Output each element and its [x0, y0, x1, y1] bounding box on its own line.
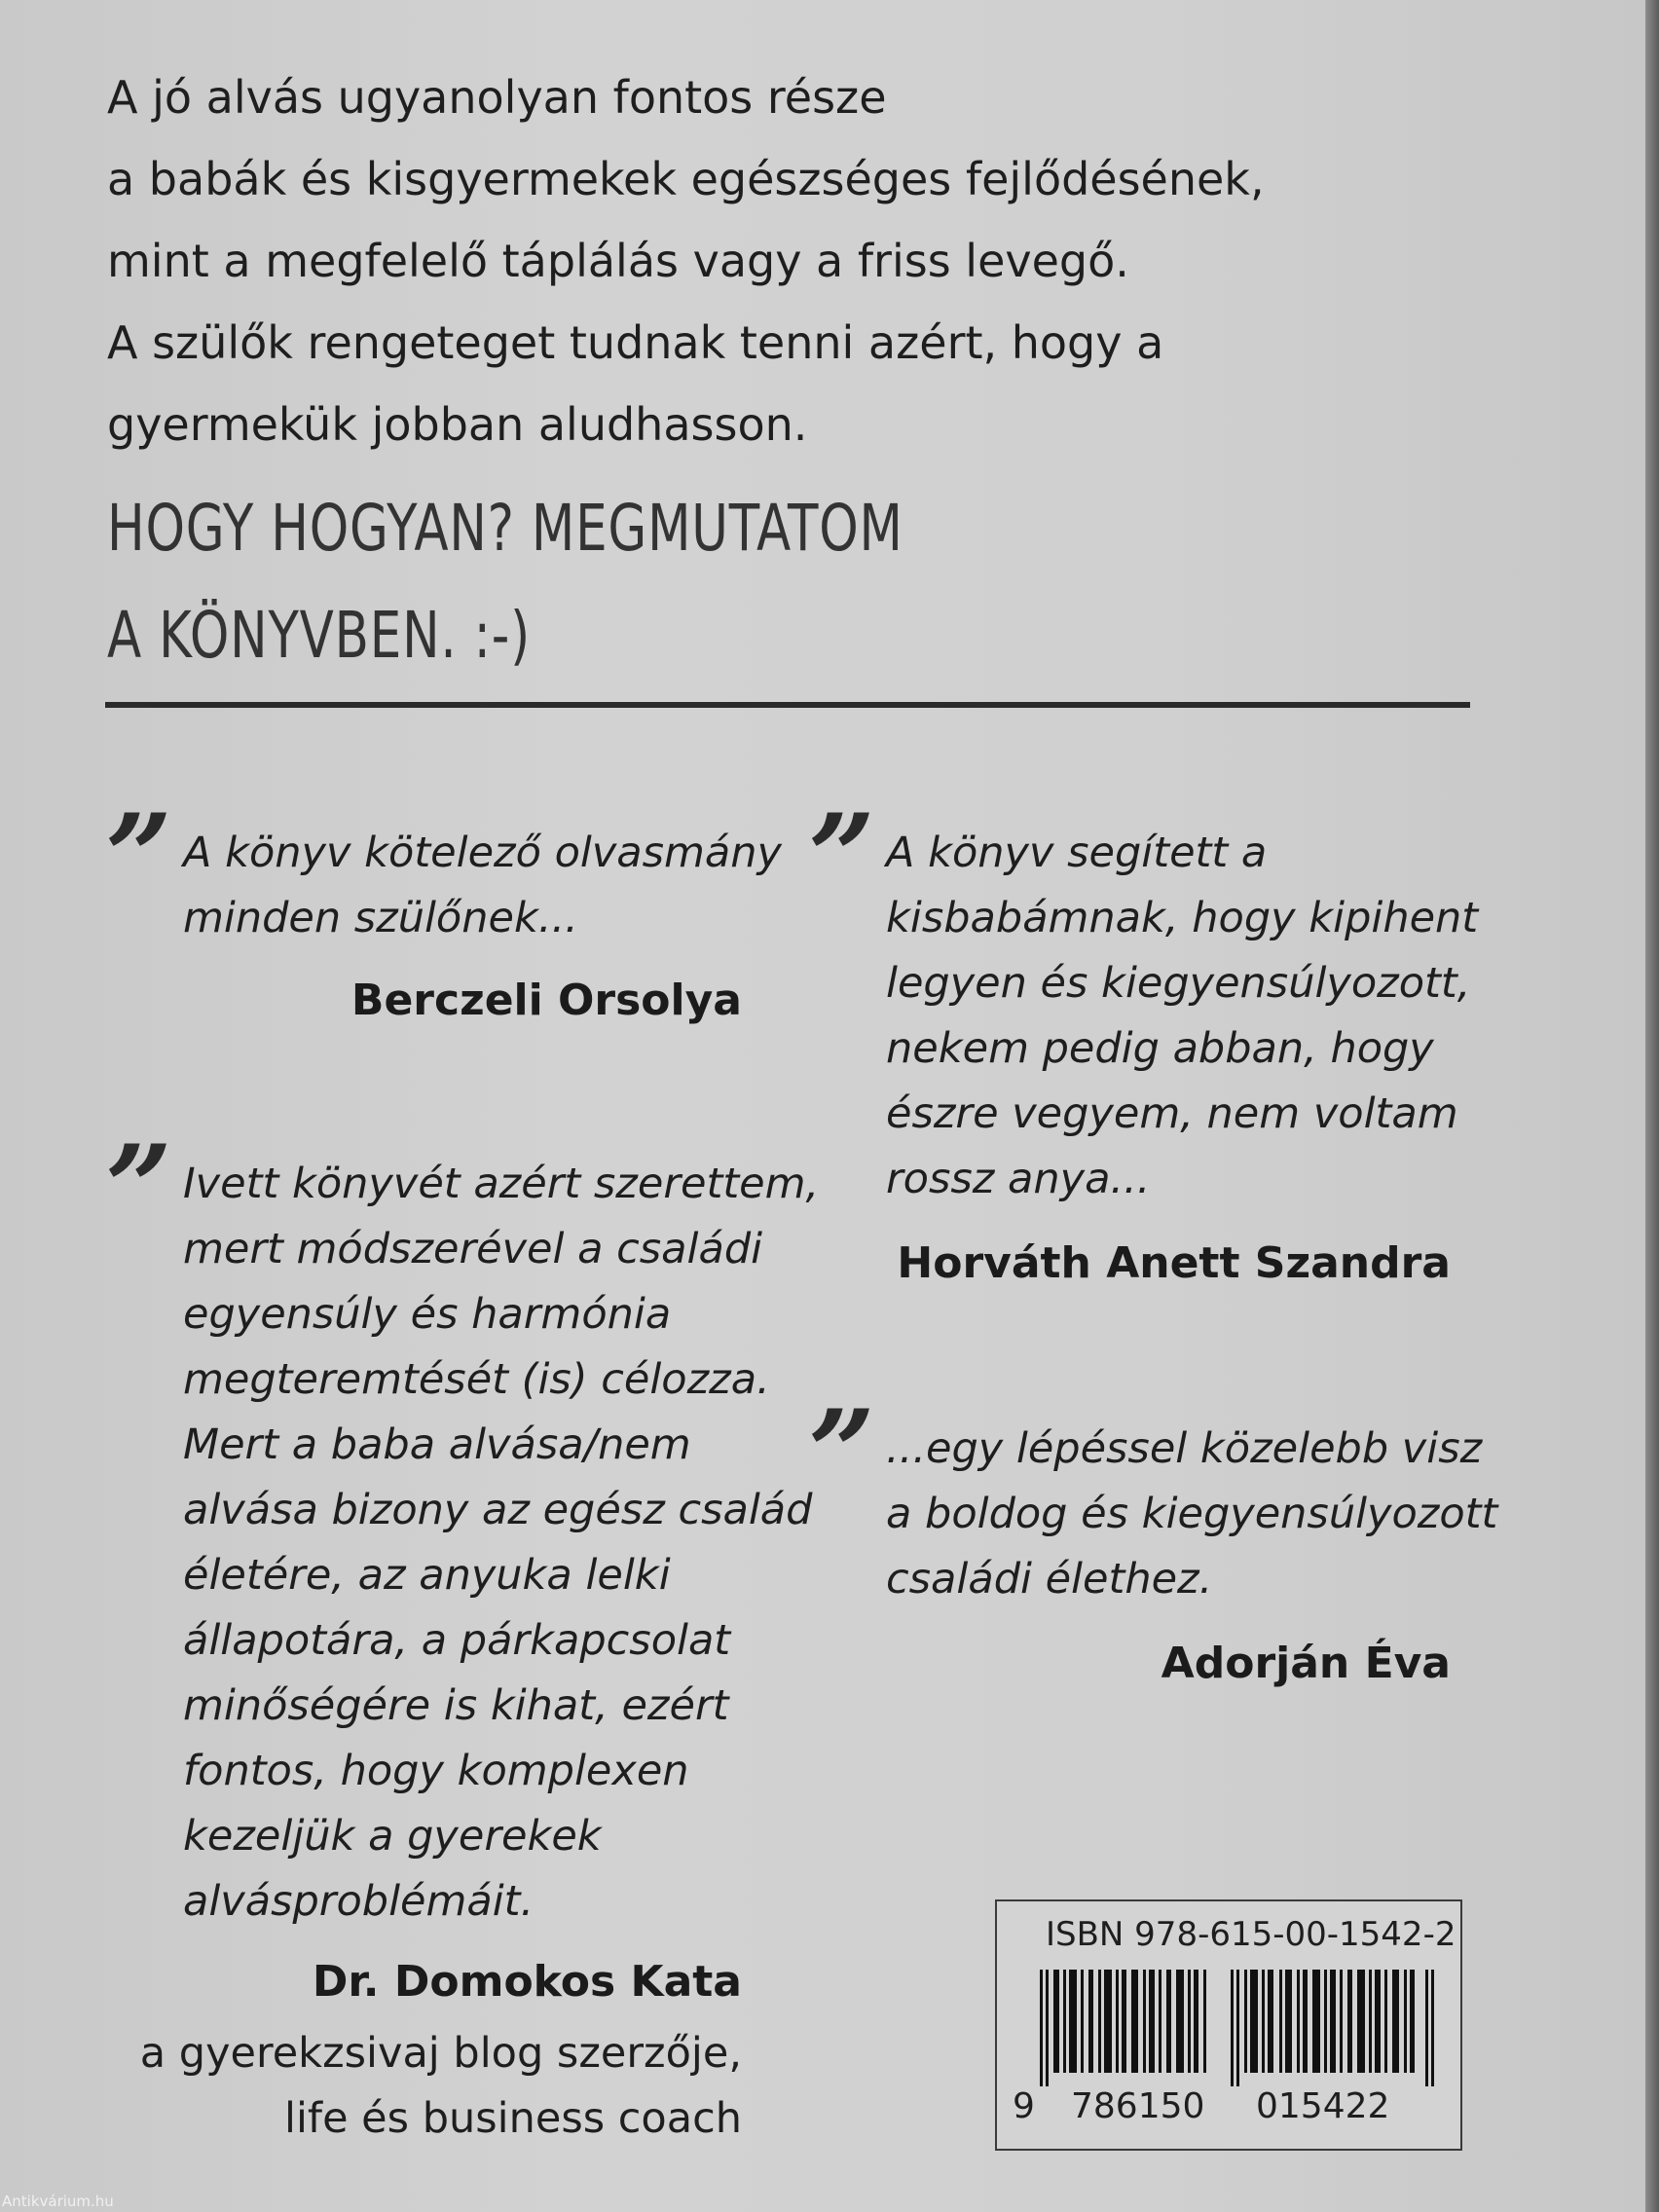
headline — [107, 475, 1127, 689]
testimonial-line: kezeljük a gyerekek — [183, 1812, 602, 1861]
testimonial-line: életére, az anyuka lelki — [183, 1551, 671, 1600]
testimonial-line: legyen és kiegyensúlyozott, — [886, 959, 1471, 1008]
testimonial-text — [183, 1152, 819, 1935]
quote-icon: ” — [808, 789, 876, 926]
testimonial-line: a boldog és kiegyensúlyozott — [886, 1490, 1498, 1538]
testimonial-line: egyensúly és harmónia — [183, 1290, 672, 1339]
testimonial-line: családi élethez. — [886, 1555, 1213, 1604]
intro-paragraph — [107, 56, 1265, 465]
headline-line: HOGY HOGYAN? MEGMUTATOM — [107, 491, 903, 566]
testimonial-author: Horváth Anett Szandra — [897, 1238, 1451, 1288]
testimonial-line: alvása bizony az egész család — [183, 1486, 813, 1534]
testimonial-text — [886, 821, 1478, 1212]
testimonial-line: ...egy lépéssel közelebb visz — [886, 1424, 1483, 1473]
author-description-line: a gyerekzsivaj blog szerzője, — [139, 2029, 742, 2078]
testimonial-line: Mert a baba alvása/nem — [183, 1420, 691, 1469]
testimonial-line: A könyv segített a — [886, 829, 1268, 877]
testimonial-line: megteremtését (is) célozza. — [183, 1355, 770, 1404]
testimonial-line: Ivett könyvét azért szerettem, — [183, 1160, 820, 1208]
testimonial-text — [183, 821, 782, 951]
testimonial-line: minőségére is kihat, ezért — [183, 1681, 729, 1730]
testimonial-line: minden szülőnek... — [183, 894, 578, 942]
testimonial-line: mert módszerével a családi — [183, 1225, 763, 1273]
author-description — [140, 2021, 742, 2152]
testimonial-line: A könyv kötelező olvasmány — [183, 829, 782, 877]
testimonial-line: rossz anya... — [886, 1155, 1151, 1203]
intro-line: A jó alvás ugyanolyan fontos része — [107, 71, 887, 124]
barcode-icon — [1036, 1970, 1445, 2086]
testimonial-line: alvásproblémáit. — [183, 1877, 535, 1926]
barcode-digits-group2: 015422 — [1256, 2086, 1390, 2126]
testimonial-line: észre vegyem, nem voltam — [886, 1089, 1458, 1138]
testimonial-author: Berczeli Orsolya — [350, 976, 742, 1025]
barcode-digit-lead: 9 — [1013, 2086, 1035, 2126]
watermark: Antikvárium.hu — [2, 2193, 114, 2210]
testimonial-text — [886, 1417, 1497, 1612]
testimonial-author: Dr. Domokos Kata — [312, 1957, 742, 2007]
quote-icon: ” — [105, 789, 173, 926]
isbn-label: ISBN 978-615-00-1542-2 — [1046, 1915, 1456, 1954]
intro-line: mint a megfelelő táplálás vagy a friss levegő. — [107, 235, 1129, 287]
testimonial-author: Adorján Éva — [1161, 1639, 1451, 1688]
intro-line: a babák és kisgyermekek egészséges fejlődésének, — [107, 153, 1265, 205]
author-description-line: life és business coach — [284, 2094, 742, 2143]
headline-line: A KÖNYVBEN. :-) — [107, 598, 532, 673]
testimonial-line: nekem pedig abban, hogy — [886, 1024, 1434, 1073]
testimonial-line: kisbabámnak, hogy kipihent — [886, 894, 1479, 942]
quote-icon: ” — [808, 1384, 876, 1522]
testimonial-line: fontos, hogy komplexen — [183, 1747, 689, 1795]
intro-line: gyermekük jobban aludhasson. — [107, 398, 808, 451]
quote-icon: ” — [105, 1120, 173, 1257]
barcode-digits-group1: 786150 — [1071, 2086, 1205, 2126]
cover-edge — [1645, 0, 1659, 2212]
barcode-box — [995, 1899, 1462, 2151]
testimonial-line: állapotára, a párkapcsolat — [183, 1616, 731, 1665]
intro-line: A szülők rengeteget tudnak tenni azért, hogy a — [107, 316, 1164, 369]
divider — [105, 702, 1470, 708]
